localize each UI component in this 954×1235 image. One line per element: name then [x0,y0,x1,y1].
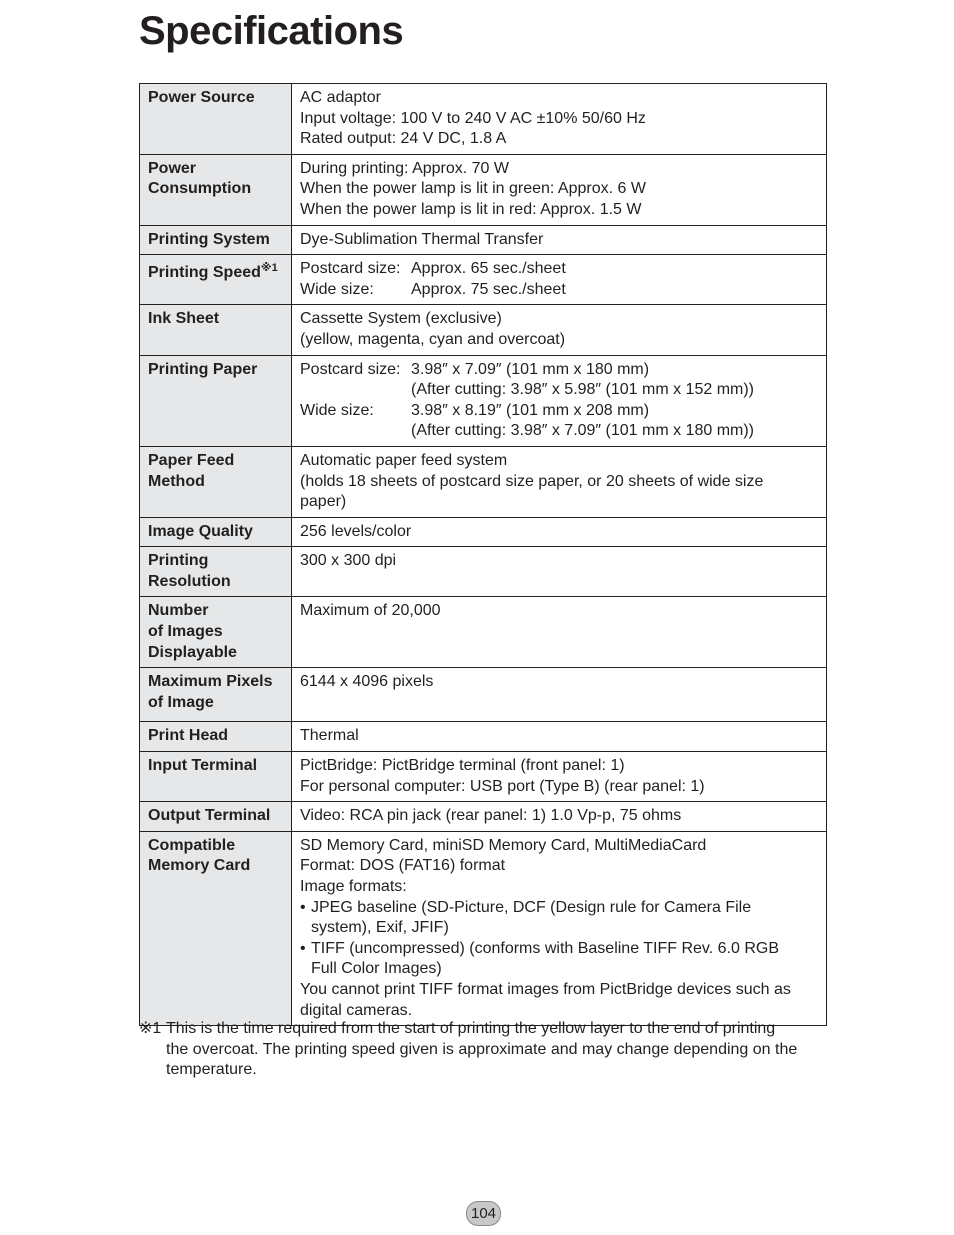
table-row [140,597,827,668]
table-row [140,225,827,255]
row-value: Cassette System (exclusive) (yellow, magenta, cyan and overcoat) [292,305,827,355]
list-item: • JPEG baseline (SD-Picture, DCF (Design rule for Camera File system), Exif, JFIF) [300,898,752,937]
table-row [140,84,827,155]
row-label: Compatible Memory Card [140,831,292,1025]
row-label: Maximum Pixels of Image [140,668,292,722]
table-row [140,831,827,1025]
row-value: PictBridge: PictBridge terminal (front panel: 1) For personal computer: USB port (Type B) (rear panel: 1) [292,752,827,802]
list-item: • TIFF (uncompressed) (conforms with Baseline TIFF Rev. 6.0 RGB Full Color Images) [300,939,779,978]
footnote-text: This is the time required from the start of printing the yellow layer to the end of printing the overcoat. The printing speed given is approximate and may change depending on the temperature. [166,1020,798,1079]
row-value: Dye-Sublimation Thermal Transfer [292,225,827,255]
row-value: Video: RCA pin jack (rear panel: 1) 1.0 Vp-p, 75 ohms [292,802,827,832]
row-label: Printing Resolution [140,547,292,597]
row-value: Thermal [292,722,827,752]
row-label: Number of Images Displayable [140,597,292,668]
row-label: Paper Feed Method [140,446,292,517]
footnote [139,1019,829,1081]
row-label: Print Head [140,722,292,752]
table-row [140,355,827,446]
table-row [140,255,827,305]
table-row [140,722,827,752]
table-row [140,752,827,802]
table-row [140,446,827,517]
row-value: 6144 x 4096 pixels [292,668,827,722]
row-label: Printing Speed$^{※1}$ [140,255,292,305]
table-row [140,154,827,225]
row-value: Maximum of 20,000 [292,597,827,668]
table-row [140,547,827,597]
row-label: Printing System [140,225,292,255]
row-value: Postcard size: Approx. 65 sec./sheet Wide size: Approx. 75 sec./sheet [292,255,827,305]
table-row [140,668,827,722]
table-row [140,517,827,547]
row-label: Image Quality [140,517,292,547]
row-label: Printing Paper [140,355,292,446]
row-value: AC adaptor Input voltage: 100 V to 240 V AC ±10% 50/60 Hz Rated output: 24 V DC, 1.8 A [292,84,827,155]
page-number: 104 [466,1201,501,1226]
footnote-mark: ※1 [260,262,278,275]
row-label: Output Terminal [140,802,292,832]
row-value: Postcard size: 3.98″ x 7.09″ (101 mm x 180 mm) (After cutting: 3.98″ x 5.98″ (101 mm x 152 mm)) Wide size: 3.98″ x 8.19″ (101 mm x 208 mm) (After cutting: 3.98″ x 7.09″ (101 mm x 180 mm)) [292,355,827,446]
row-value: Automatic paper feed system (holds 18 sheets of postcard size paper, or 20 sheets of wide size paper) [292,446,827,517]
row-label: Input Terminal [140,752,292,802]
row-value: 256 levels/color [292,517,827,547]
row-label: Ink Sheet [140,305,292,355]
row-value: 300 x 300 dpi [292,547,827,597]
table-row [140,802,827,832]
row-label: Power Consumption [140,154,292,225]
row-value: During printing: Approx. 70 W When the power lamp is lit in green: Approx. 6 W When the power lamp is lit in red: Approx. 1.5 W [292,154,827,225]
footnote-mark: ※1 [139,1020,162,1037]
table-row [140,305,827,355]
specifications-table [139,83,827,1026]
row-label: Power Source [140,84,292,155]
row-value: SD Memory Card, miniSD Memory Card, MultiMediaCard Format: DOS (FAT16) format Image formats: • JPEG baseline (SD-Picture, DCF (Design rule for Camera File system), Exif, JFIF) • TIFF (uncompressed) (conforms with Baseline TIFF Rev. 6.0 RGB Full Color Images) You cannot print TIFF format images from PictBridge devices such as digital cameras. [292,831,827,1025]
page-title: Specifications [139,9,404,53]
